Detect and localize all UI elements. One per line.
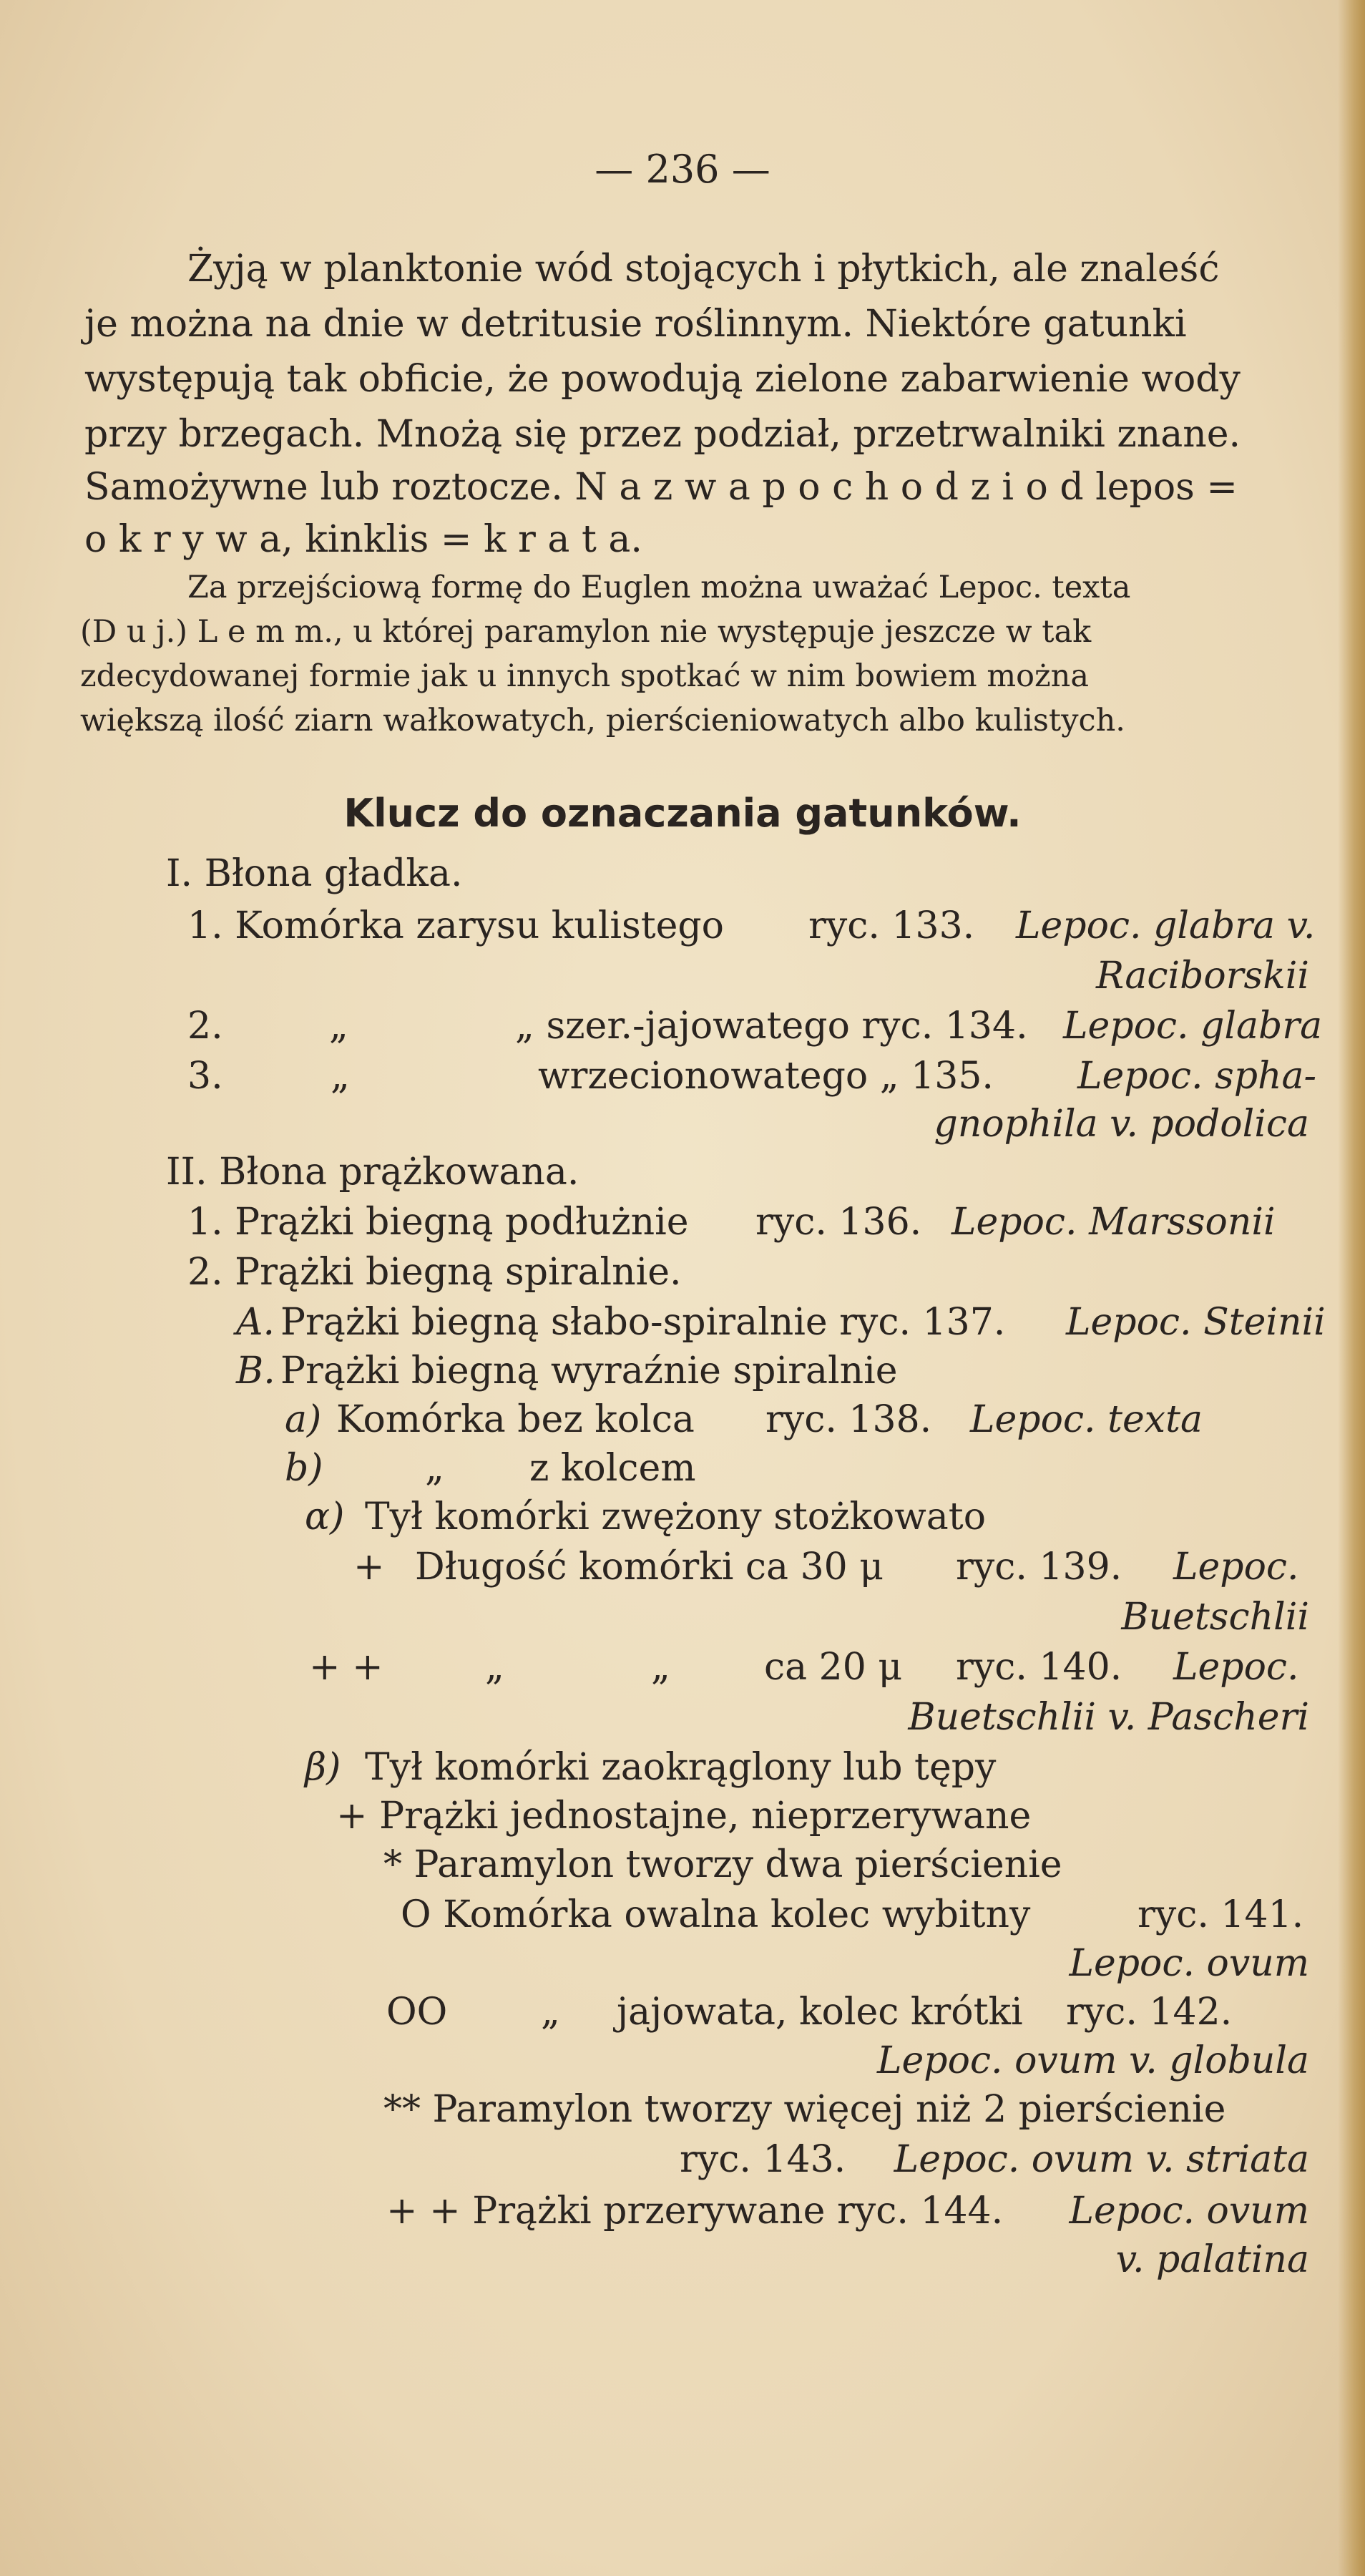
species-name: Lepoc. ovum bbox=[1069, 1942, 1309, 1985]
species-name: Lepoc. bbox=[1173, 1546, 1299, 1589]
note-line: zdecydowanej formie jak u innych spotkać w nim bowiem można bbox=[80, 658, 1090, 694]
species-name: Lepoc. spha- bbox=[1077, 1055, 1317, 1098]
key-item: 2. bbox=[187, 1005, 223, 1048]
species-name: Lepoc. Marssonii bbox=[951, 1201, 1276, 1244]
key-figure-ref: ryc. 143. bbox=[680, 2138, 846, 2181]
key-item: wrzecionowatego „ 135. bbox=[538, 1055, 994, 1098]
key-item: Prążki biegną wyraźnie spiralnie bbox=[280, 1350, 898, 1392]
species-name: v. palatina bbox=[1115, 2238, 1309, 2281]
species-name: Lepoc. Steinii bbox=[1066, 1301, 1326, 1344]
key-figure-ref: ryc. 142. bbox=[1066, 1991, 1233, 2034]
key-item: 2. Prążki biegną spiralnie. bbox=[187, 1251, 682, 1294]
key-item: Komórka bez kolca bbox=[336, 1398, 695, 1441]
key-item: Prążki biegną słabo-spiralnie ryc. 137. bbox=[280, 1301, 1006, 1344]
key-figure-ref: ryc. 140. bbox=[956, 1646, 1122, 1689]
key-letter: b) bbox=[285, 1447, 323, 1490]
page-edge-shadow bbox=[1338, 0, 1365, 2576]
key-item: „ szer.-jajowatego ryc. 134. bbox=[515, 1005, 1028, 1048]
key-item: I. Błona gładka. bbox=[166, 852, 463, 895]
species-name: Lepoc. ovum bbox=[1069, 2190, 1309, 2233]
note-line: (D u j.) L e m m., u której paramylon nie występuje jeszcze w tak bbox=[80, 614, 1092, 650]
species-name: Lepoc. texta bbox=[970, 1398, 1203, 1441]
key-item: + + Prążki przerywane ryc. 144. bbox=[386, 2190, 1004, 2233]
ditto-mark: „ bbox=[651, 1646, 670, 1689]
key-item: Długość komórki ca 30 μ bbox=[415, 1546, 884, 1589]
species-name: Lepoc. glabra bbox=[1063, 1005, 1323, 1048]
key-item: jajowata, kolec krótki bbox=[617, 1991, 1023, 2034]
paragraph-line: Żyją w planktonie wód stojących i płytkich, ale znaleść bbox=[187, 248, 1220, 291]
key-symbol: OO bbox=[386, 1991, 448, 2034]
key-item: ** Paramylon tworzy więcej niż 2 pierścienie bbox=[383, 2088, 1226, 2131]
key-item: 3. bbox=[187, 1055, 223, 1098]
key-symbol: + + bbox=[309, 1646, 383, 1689]
key-item: * Paramylon tworzy dwa pierścienie bbox=[383, 1843, 1062, 1886]
species-name: Lepoc. glabra v. bbox=[1016, 904, 1316, 947]
page-number: — 236 — bbox=[595, 147, 770, 192]
species-name: Raciborskii bbox=[1095, 955, 1309, 997]
paragraph-line: występują tak obficie, że powodują zielone zabarwienie wody bbox=[84, 358, 1241, 401]
ditto-mark: „ bbox=[425, 1447, 444, 1490]
key-item: 1. Prążki biegną podłużnie bbox=[187, 1201, 689, 1244]
key-item: O Komórka owalna kolec wybitny bbox=[401, 1893, 1031, 1936]
key-figure-ref: ryc. 136. bbox=[755, 1201, 922, 1244]
species-name: Lepoc. ovum v. striata bbox=[894, 2138, 1309, 2181]
paragraph-line: je można na dnie w detritusie roślinnym. Niektóre gatunki bbox=[84, 303, 1187, 346]
key-item: z kolcem bbox=[529, 1447, 696, 1490]
key-item: + Prążki jednostajne, nieprzerywane bbox=[336, 1795, 1032, 1838]
key-item: Tył komórki zaokrąglony lub tępy bbox=[365, 1746, 997, 1789]
species-name: Buetschlii v. Pascheri bbox=[908, 1696, 1309, 1739]
note-line: Za przejściową formę do Euglen można uważać Lepoc. texta bbox=[187, 570, 1131, 605]
key-item: ca 20 μ bbox=[764, 1646, 903, 1689]
key-item: Tył komórki zwężony stożkowato bbox=[365, 1496, 987, 1538]
paragraph-line: przy brzegach. Mnożą się przez podział, przetrwalniki znane. bbox=[84, 413, 1241, 456]
ditto-mark: „ bbox=[329, 1005, 348, 1048]
paragraph-line: Samożywne lub roztocze. N a z w a p o c h o d z i o d lepos = bbox=[84, 466, 1238, 509]
key-item: II. Błona prążkowana. bbox=[166, 1151, 579, 1194]
paragraph-line: o k r y w a, kinklis = k r a t a. bbox=[84, 518, 642, 561]
key-item: 1. Komórka zarysu kulistego bbox=[187, 904, 724, 947]
key-figure-ref: ryc. 141. bbox=[1138, 1893, 1304, 1936]
key-figure-ref: ryc. 133. bbox=[808, 904, 975, 947]
key-letter: a) bbox=[285, 1398, 322, 1441]
species-name: Buetschlii bbox=[1121, 1596, 1309, 1639]
key-letter: β) bbox=[305, 1746, 341, 1789]
note-line: większą ilość ziarn wałkowatych, pierścieniowatych albo kulistych. bbox=[80, 703, 1125, 738]
key-figure-ref: ryc. 139. bbox=[956, 1546, 1122, 1589]
key-figure-ref: ryc. 138. bbox=[765, 1398, 932, 1441]
key-symbol: + bbox=[353, 1546, 385, 1589]
key-letter: B. bbox=[236, 1350, 275, 1392]
ditto-mark: „ bbox=[331, 1055, 350, 1098]
key-letter: α) bbox=[305, 1496, 345, 1538]
section-heading: Klucz do oznaczania gatunków. bbox=[343, 791, 1022, 836]
species-name: Lepoc. bbox=[1173, 1646, 1299, 1689]
species-name: Lepoc. ovum v. globula bbox=[877, 2039, 1309, 2082]
species-name: gnophila v. podolica bbox=[934, 1103, 1309, 1146]
key-letter: A. bbox=[236, 1301, 275, 1344]
ditto-mark: „ bbox=[485, 1646, 504, 1689]
ditto-mark: „ bbox=[541, 1991, 560, 2034]
